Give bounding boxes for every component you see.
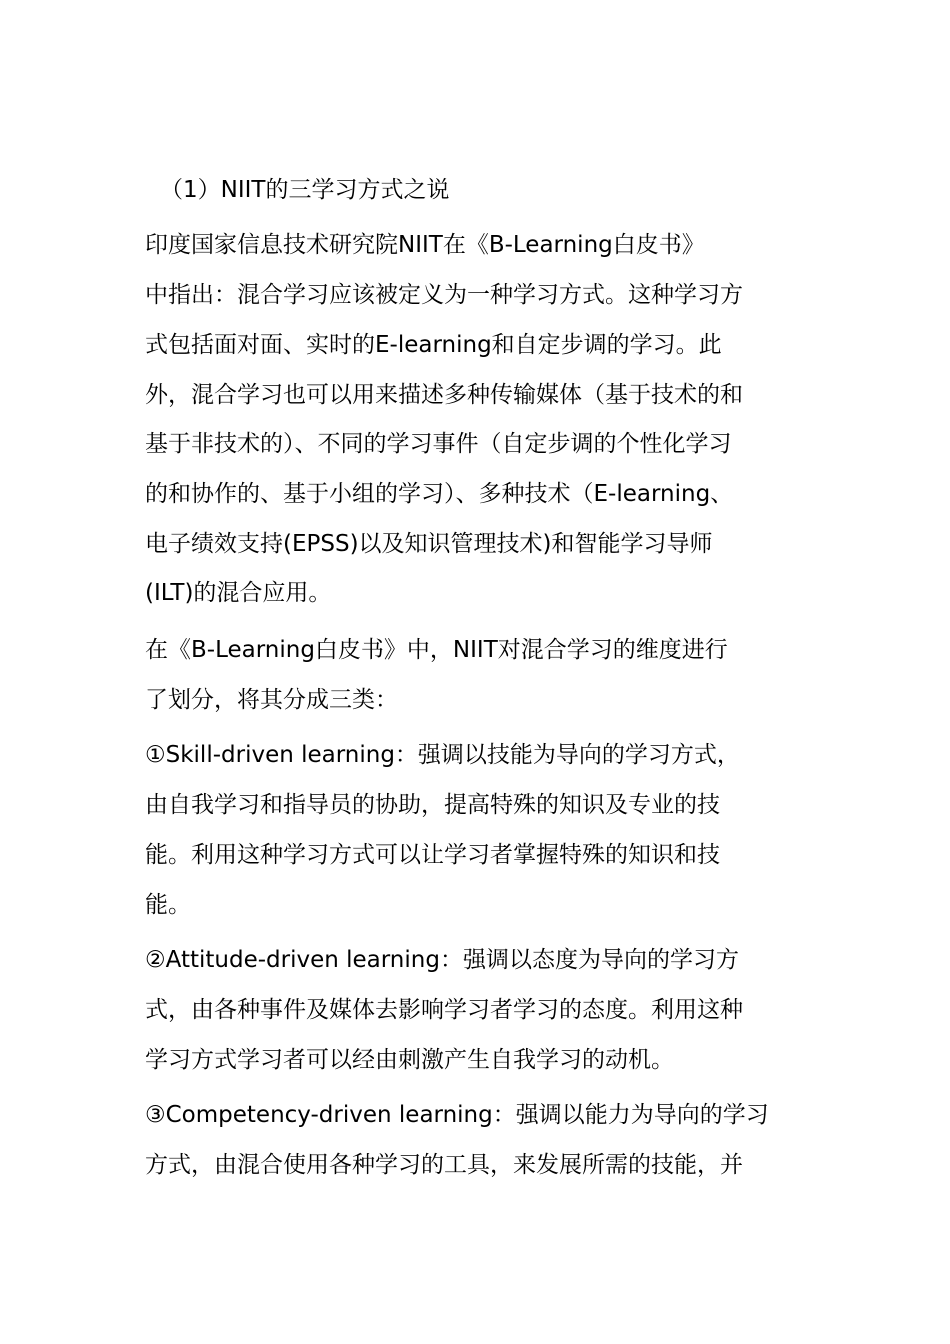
- list-item-line: 学习方式学习者可以经由刺激产生自我学习的动机。: [145, 1047, 674, 1073]
- paragraph-line: 外，混合学习也可以用来描述多种传输媒体（基于技术的和: [145, 382, 743, 408]
- paragraph-line: 电子绩效支持(EPSS)以及知识管理技术)和智能学习导师: [145, 531, 713, 557]
- list-item-line: 式，由各种事件及媒体去影响学习者学习的态度。利用这种: [145, 997, 743, 1023]
- paragraph-line: 印度国家信息技术研究院NIIT在《B-Learning白皮书》: [145, 232, 705, 258]
- list-item-line: 方式，由混合使用各种学习的工具，来发展所需的技能，并: [145, 1152, 743, 1178]
- paragraph-line: 中指出：混合学习应该被定义为一种学习方式。这种学习方: [145, 282, 743, 308]
- list-item-line: ③Competency-driven learning：强调以能力为导向的学习: [145, 1102, 769, 1128]
- paragraph-line: 在《B-Learning白皮书》中，NIIT对混合学习的维度进行: [145, 637, 728, 663]
- list-item-line: ②Attitude-driven learning：强调以态度为导向的学习方: [145, 947, 739, 973]
- list-item-line: 能。利用这种学习方式可以让学习者掌握特殊的知识和技: [145, 842, 720, 868]
- list-item-line: 能。: [145, 892, 191, 918]
- list-item-line: ①Skill-driven learning：强调以技能为导向的学习方式，: [145, 742, 740, 768]
- paragraph-line: (ILT)的混合应用。: [145, 580, 332, 606]
- section-heading: （1）NIIT的三学习方式之说: [160, 177, 450, 203]
- paragraph-line: 的和协作的、基于小组的学习）、多种技术（E-learning、: [145, 481, 734, 507]
- paragraph-line: 式包括面对面、实时的E-learning和自定步调的学习。此: [145, 332, 722, 358]
- paragraph-line: 基于非技术的）、不同的学习事件（自定步调的个性化学习: [145, 431, 732, 457]
- paragraph-line: 了划分，将其分成三类：: [145, 687, 398, 713]
- list-item-line: 由自我学习和指导员的协助，提高特殊的知识及专业的技: [145, 792, 720, 818]
